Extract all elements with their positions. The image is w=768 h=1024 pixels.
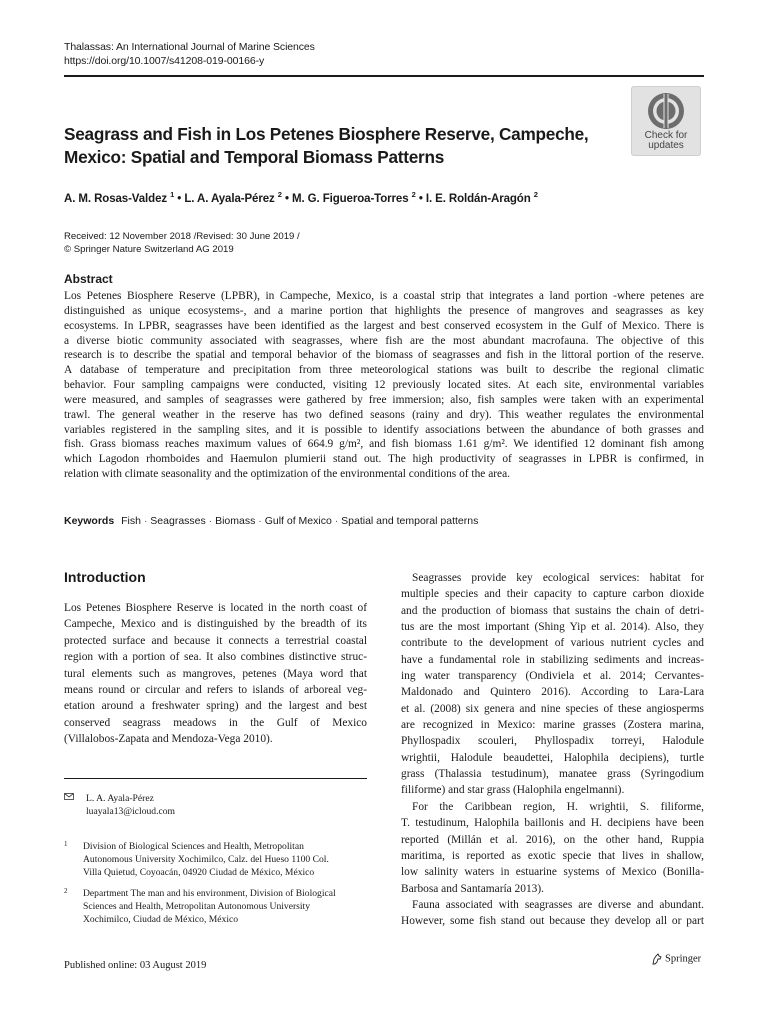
text-line: have a fundamental role in stabilizing sediments and increas- xyxy=(401,653,704,666)
text-line: research is to describe the spatial and temporal behavior of the biomass of seagrasses and fish in the littoral portion of the reserve. xyxy=(64,349,704,362)
author-list xyxy=(64,190,538,205)
text-line: ing water transparency (Ondiviela et al. 2014; Cervantes- xyxy=(401,670,704,683)
introduction-right-column xyxy=(401,570,704,930)
text-line: multiple species and their capacity to capture carbon dioxide xyxy=(401,588,704,601)
author-affiliation-mark: 2 xyxy=(533,190,538,199)
text-line: Phyllospadix scouleri, Phyllospadix torreyi, Halodule xyxy=(401,735,704,748)
check-for-updates-badge[interactable] xyxy=(631,86,701,156)
affiliation-line: Sciences and Health, Metropolitan Autonomous University xyxy=(83,901,311,912)
text-line: etation around a freshwater spring) and the largest and best xyxy=(64,700,367,713)
text-line: protected surface and because it connects a terrestrial coastal xyxy=(64,634,367,647)
text-line: filiforme) and star grass (Halophila engelmanni). xyxy=(401,784,625,797)
text-line: A database of temperature and precipitation from three meteorological stations was built to describe the regional climatic xyxy=(64,364,704,377)
keyword-separator: · xyxy=(205,515,216,527)
affiliation-line: Division of Biological Sciences and Health, Metropolitan xyxy=(83,841,304,852)
text-line: reported (Millán et al. 2016), on the other hand, Ruppia xyxy=(401,833,704,846)
doi-link[interactable]: https://doi.org/10.1007/s41208-019-00166-y xyxy=(64,55,265,67)
title-line: Mexico: Spatial and Temporal Biomass Patterns xyxy=(64,147,445,167)
text-line: tural elements such as mangroves, petenes (Maya word that xyxy=(64,667,367,680)
keyword[interactable]: Fish xyxy=(121,515,141,527)
author-name[interactable]: L. A. Ayala-Pérez xyxy=(184,192,275,205)
text-line: means round or circular and refers to islands of arboreal veg- xyxy=(64,684,367,697)
text-line: Seagrasses provide key ecological services: habitat for xyxy=(412,572,704,584)
author-name[interactable]: M. G. Figueroa-Torres xyxy=(291,192,409,205)
article-dates xyxy=(64,230,300,256)
text-line: et al. (2008) six genera and nine species of these angiosperms xyxy=(401,702,704,715)
text-line: variables registered in the sampling sites, and it is possible to identify associations between the abundance of both grasses and xyxy=(64,423,704,436)
text-line: fish. Grass biomass reaches maximum values of 664.9 g/m², and fish biomass 1.61 g/m². We identified 12 dominant fish among xyxy=(64,438,704,451)
badge-line-1: Check for xyxy=(644,130,688,141)
keywords-heading: Keywords xyxy=(64,515,115,527)
text-line: For the Caribbean region, H. wrightii, S. filiforme, xyxy=(412,800,704,813)
paper-title xyxy=(64,123,624,169)
text-line: are recognized in Mexico: marine grasses (Zostera marina, xyxy=(401,719,704,732)
affiliation-line: Villa Quietud, Coyoacán, 04920 Ciudad de México, México xyxy=(83,867,315,878)
affiliation-number: 2 xyxy=(64,887,68,895)
footnote-rule xyxy=(64,778,367,779)
text-line: grass (Thalassia testudinum), manatee grass (Syringodium xyxy=(401,768,704,781)
text-line: which Lagodon rhomboides and Haemulon plumierii stand out. The high productivity of seagrasses in LPBR is confirmed, in xyxy=(64,453,704,466)
author-affiliation-mark: 1 xyxy=(170,190,175,199)
text-line: Campeche, Mexico and is distinguished by the breadth of its xyxy=(64,618,367,631)
keywords-line xyxy=(64,515,478,527)
affiliation-line: Xochimilco, Ciudad de México, México xyxy=(83,914,239,925)
keyword[interactable]: Gulf of Mexico xyxy=(264,515,332,527)
text-line: conserved seagrass meadows in the Gulf of Mexico xyxy=(64,716,367,729)
introduction-left-column xyxy=(64,600,367,748)
received-revised-dates: Received: 12 November 2018 /Revised: 30 June 2019 / xyxy=(64,231,300,242)
text-line: tus are the most important (Shing Yip et al. 2014). Also, they xyxy=(401,621,704,634)
springer-horse-icon xyxy=(651,953,663,965)
text-line: wrightii, Halodule beaudettei, Halophila decipiens), turtle xyxy=(401,751,704,764)
text-line: trawl. The general weather in the reserve has two defined seasons (rainy and dry). This weather regulates the environmental xyxy=(64,408,704,421)
author-affiliation-mark: 2 xyxy=(277,190,282,199)
abstract-heading: Abstract xyxy=(64,272,113,286)
keyword-separator: · xyxy=(331,515,342,527)
title-line: Seagrass and Fish in Los Petenes Biosphere Reserve, Campeche, xyxy=(64,124,589,144)
author-separator: • xyxy=(174,192,185,205)
text-line: distinguished as unique ecosystems-, and a marine portion that highlights the presence of mangroves and seagrasses as key xyxy=(64,304,704,317)
text-line: T. testudinum, Halophila baillonis and H. decipiens have been xyxy=(401,817,704,830)
introduction-heading: Introduction xyxy=(64,569,146,585)
published-online-date: Published online: 03 August 2019 xyxy=(64,960,207,971)
keyword[interactable]: Biomass xyxy=(215,515,256,527)
text-line: ecosystems. In LPBR, seagrasses have been identified as the largest and best conserved ecosystem in the Gulf of Mexico. There is xyxy=(64,319,704,332)
text-line: (Villalobos-Zapata and Mendoza-Vega 2010). xyxy=(64,733,273,746)
author-separator: • xyxy=(415,192,426,205)
text-line: behavior. Four sampling campaigns were conducted, visiting 12 previously located sites. At each site, environmental variables xyxy=(64,379,704,392)
text-line: and the production of biomass that sustains the chain of detri- xyxy=(401,604,704,617)
envelope-icon xyxy=(64,793,74,800)
journal-header xyxy=(64,40,464,68)
author-affiliation-mark: 2 xyxy=(411,190,416,199)
text-line: Fauna associated with seagrasses are diverse and abundant. xyxy=(412,898,704,911)
abstract-body xyxy=(64,289,704,482)
text-line: Maldonado and Quintero 2016). According to Lara-Lara xyxy=(401,686,704,699)
text-line: maritima, is reported as exotic specie that lives in shallow, xyxy=(401,849,704,862)
badge-line-2: updates xyxy=(648,140,684,151)
text-line: Los Petenes Biosphere Reserve is located in the north coast of xyxy=(64,602,367,614)
text-line: a diverse biotic community associated with seagrasses, where fish are the most abundant macrofauna. The objective of this xyxy=(64,334,704,347)
correspondence-name: L. A. Ayala-Pérez xyxy=(86,793,154,804)
text-line: region with a portion of sea. It also combines distinctive struc- xyxy=(64,651,367,664)
copyright-line: © Springer Nature Switzerland AG 2019 xyxy=(64,244,234,255)
author-separator: • xyxy=(281,192,292,205)
correspondence-email[interactable]: luayala13@icloud.com xyxy=(86,806,176,817)
affiliation-number: 1 xyxy=(64,840,68,848)
journal-name: Thalassas: An International Journal of Marine Sciences xyxy=(64,41,315,53)
text-line: relation with climate seasonality and the optimization of the environmental conditions of the area. xyxy=(64,468,510,481)
keyword-separator: · xyxy=(255,515,265,527)
text-line: were measured, and samples of seagrasses were gathered by free immersion; also, fish samples were taken with an experimental xyxy=(64,393,704,406)
publisher-logo xyxy=(651,953,701,965)
author-name[interactable]: I. E. Roldán-Aragón xyxy=(425,192,531,205)
keyword[interactable]: Seagrasses xyxy=(150,515,206,527)
text-line: Barbosa and Santamaría 2013). xyxy=(401,882,544,895)
text-line: Los Petenes Biosphere Reserve (LPBR), in Campeche, Mexico, is a coastal strip that integrates a land portion -where petenes are xyxy=(64,290,704,302)
crossmark-icon xyxy=(646,91,686,131)
author-name[interactable]: A. M. Rosas-Valdez xyxy=(64,192,168,205)
affiliation-line: Autonomous University Xochimilco, Calz. del Hueso 1100 Col. xyxy=(83,854,329,865)
text-line: low salinity waters in estuarine systems of Mexico (Bonilla- xyxy=(401,866,704,879)
publisher-name: Springer xyxy=(665,953,702,965)
affiliation-line: Department The man and his environment, Division of Biological xyxy=(83,888,336,899)
keyword-separator: · xyxy=(140,515,151,527)
header-rule xyxy=(64,75,704,77)
text-line: contribute to the development of various nutrient cycles and xyxy=(401,637,704,650)
keyword[interactable]: Spatial and temporal patterns xyxy=(341,515,479,527)
text-line: However, some fish stand out because they develop all or part xyxy=(401,915,704,928)
